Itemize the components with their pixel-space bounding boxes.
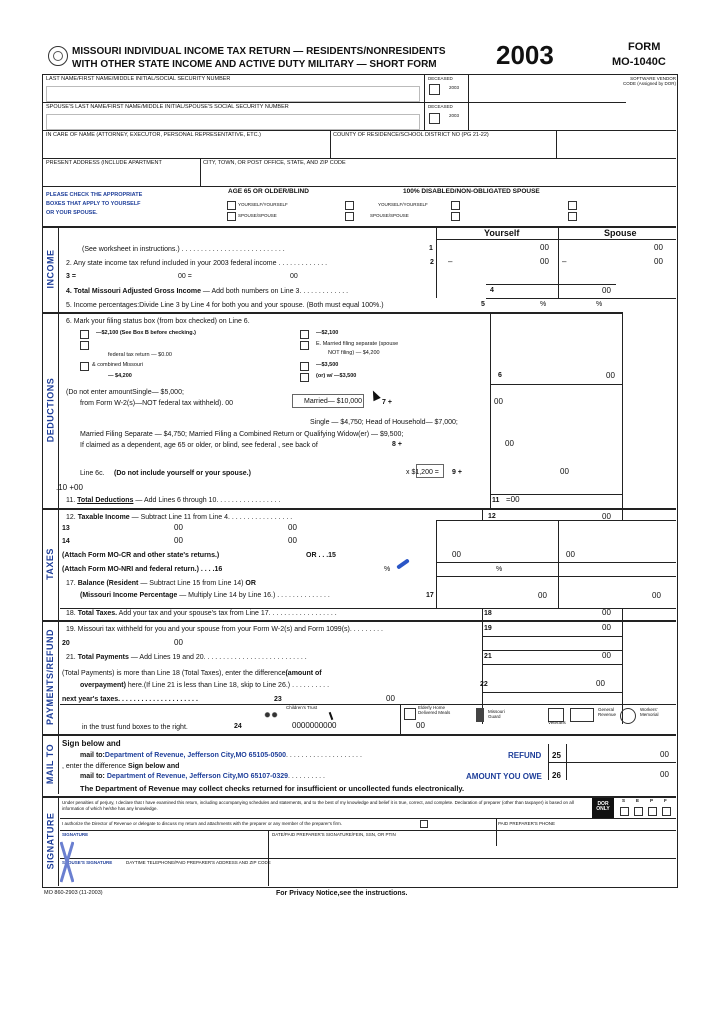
line6-cents: 00 (606, 371, 615, 380)
deceased-label: DECEASED (428, 76, 453, 81)
disabled-yourself-checkbox[interactable] (451, 201, 460, 210)
line4-text: 4. Total Missouri Adjusted Gross Income — Add both numbers on Line 3. . . . . . . . . . . . . (66, 288, 349, 295)
line12-cents: 00 (602, 512, 611, 521)
line7-cents: 00 (494, 397, 503, 406)
tax-year: 2003 (496, 40, 554, 70)
filing-status-c-checkbox[interactable] (80, 341, 89, 350)
line24-value: 0000000000 (292, 721, 337, 730)
mail-section-label: MAIL TO (42, 734, 59, 794)
line15-attach: (Attach Form MO-CR and other state's returns.) (62, 552, 220, 559)
deceased-checkbox-yourself[interactable] (429, 84, 440, 95)
deductions-section-label: DEDUCTIONS (42, 312, 59, 508)
line7-text2: from Form W-2(s)—NOT federal tax withheld). 00 (80, 400, 234, 407)
line2-yourself-cents: 00 (540, 257, 549, 266)
care-of-label: IN CARE OF NAME (ATTORNEY, EXECUTOR, PERSONAL REPRESENTATIVE, ETC.) (46, 132, 261, 138)
fund-veterans-label: Veterans (548, 720, 566, 725)
fund-guard-icon (476, 708, 484, 722)
flag-p-checkbox[interactable] (648, 807, 657, 816)
line12-text: 12. Taxable Income — Subtract Line 11 from Line 4. . . . . . . . . . . . . . . . . (66, 514, 293, 521)
deceased-year: 2003 (449, 85, 460, 90)
line21-text: 21. Total Payments — Add Lines 19 and 20. . . . . . . . . . . . . . . . . . . . . . . . . . . (66, 654, 307, 661)
penalty-statement: Under penalties of perjury, I declare that I have examined this return, including accompanying schedules and statements, and to the best of my knowledge and belief it is true, correct, and complete. Declaration of preparer (other than taxpayer) is based on all information of which he/she has any knowledge. (62, 800, 574, 812)
flag-e: E (636, 798, 640, 803)
line8-number: 8 + (392, 441, 402, 448)
line6-text: 6. Mark your filing status box (from box checked) on Line 6. (66, 318, 250, 325)
line19-text: 19. Missouri tax withheld for you and your spouse from your Form W-2(s) and Form 1099(s). . . . . . . . . (66, 626, 383, 633)
line18-cents: 00 (602, 608, 611, 617)
nonobligated-yourself-checkbox[interactable] (568, 201, 577, 210)
fund-guard-label: Missouri Guard (488, 709, 505, 719)
address-label: PRESENT ADDRESS (INCLUDE APARTMENT (46, 160, 162, 166)
fund-workers-label: Workers' Memorial (640, 707, 659, 717)
dor-only-label: DOR ONLY (596, 801, 610, 812)
line2-spouse-cents: 00 (654, 257, 663, 266)
age65-yourself-label: YOURSELF/YOURSELF (238, 202, 288, 207)
disabled-spouse-checkbox[interactable] (451, 212, 460, 221)
signature-label: SIGNATURE (62, 832, 89, 837)
line24-text: in the trust fund boxes to the right. (82, 724, 188, 731)
filing-status-d-checkbox[interactable] (80, 362, 89, 371)
line21-cents: 00 (602, 651, 611, 660)
line8-text2: Married Filing Separate — $4,750; Married Filing a Combined Return or Qualifying Widow(er) — $9,500; (80, 431, 404, 438)
line17-text2: (Missouri Income Percentage — Multiply Line 14 by Line 16.) . . . . . . . . . . . . . . (80, 592, 330, 599)
line11-value: =00 (506, 495, 520, 504)
disabled-yourself-label: YOURSELF/YOURSELF (378, 202, 428, 207)
flag-f: F (664, 798, 667, 803)
line26-cents: 00 (660, 770, 669, 779)
filing-status-e-label2: NOT filing) — $4,200 (328, 350, 380, 356)
mail-owe-1: , enter the difference Sign below and (62, 763, 180, 770)
filing-status-combined-label: & combined Missouri (92, 362, 144, 368)
taxes-section-label: TAXES (42, 508, 59, 620)
privacy-notice: For Privacy Notice,see the instructions. (276, 890, 408, 897)
blind-yourself-checkbox[interactable] (345, 201, 354, 210)
nonobligated-spouse-checkbox[interactable] (568, 212, 577, 221)
income-section-label: INCOME (42, 226, 59, 312)
filing-status-f-label: —$3,500 (316, 362, 339, 368)
filing-status-a-checkbox[interactable] (80, 330, 89, 339)
fund-children-label: Children's Trust (286, 705, 318, 710)
name-label: LAST NAME/FIRST NAME/MIDDLE INITIAL/SOCIAL SECURITY NUMBER (46, 76, 231, 82)
line21-number: 21 (484, 653, 492, 660)
collect-notice: The Department of Revenue may collect checks returned for insufficient or uncollected funds electronically. (80, 784, 465, 793)
line23-cents: 00 (386, 694, 395, 703)
line23-number: 23 (274, 696, 282, 703)
county-label: COUNTY OF RESIDENCE/SCHOOL DISTRICT NO (PG 21-22) (333, 132, 489, 138)
line19-number: 19 (484, 625, 492, 632)
line14-spouse-cents: 00 (288, 536, 297, 545)
line7-married-label: Married— $10,000 (304, 398, 362, 405)
line18-text: 18. Total Taxes. Add your tax and your spouse's tax from Line 17. . . . . . . . . . . . . . . . . . (66, 610, 337, 617)
check-instructions-2: BOXES THAT APPLY TO YOURSELF (46, 201, 141, 207)
line20-label: 20 (62, 640, 70, 647)
date-preparer-label: DATE/PAID PREPARER'S SIGNATURE/FEIN, SSN, OR PTIN (272, 832, 396, 837)
line15-yourself-cents: 00 (452, 550, 461, 559)
line3-mid: 00 = (178, 273, 192, 280)
disabled-spouse-label: SPOUSE/SPOUSE (370, 213, 409, 218)
line3-right-cents: 00 (290, 273, 298, 280)
form-id: MO 860-2903 (11-2003) (44, 890, 103, 896)
line17-text1: 17. Balance (Resident — Subtract Line 15 from Line 14) OR (66, 580, 256, 587)
yourself-column-header: Yourself (484, 228, 520, 238)
line12-number: 12 (488, 513, 496, 520)
amount-owe-label: AMOUNT YOU OWE (466, 772, 542, 781)
line22-text2: overpayment) here.(If Line 21 is less than Line 18, skip to Line 26.) . . . . . . . . . . (80, 682, 330, 689)
disabled-label: 100% DISABLED/NON-OBLIGATED SPOUSE (403, 188, 540, 195)
line1-text: (See worksheet in instructions.) . . . . . . . . . . . . . . . . . . . . . . . . . . . (82, 246, 285, 253)
line14-yourself-cents: 00 (174, 536, 183, 545)
blind-spouse-checkbox[interactable] (345, 212, 354, 221)
state-seal-inner (53, 51, 63, 61)
preparer-phone-label: PAID PREPARER'S PHONE (498, 821, 555, 826)
line11-text: 11. Total Deductions — Add Lines 6 through 10. . . . . . . . . . . . . . . . . (66, 497, 281, 504)
line8-cents: 00 (505, 439, 514, 448)
form-title-line1: MISSOURI INDIVIDUAL INCOME TAX RETURN — RESIDENTS/NONRESIDENTS (72, 46, 446, 57)
line22-text1: (Total Payments) is more than Line 18 (Total Taxes), enter the difference(amount of (62, 670, 322, 677)
age65-yourself-checkbox[interactable] (227, 201, 236, 210)
line23-text: next year's taxes. . . . . . . . . . . . . . . . . . . . . (62, 696, 198, 703)
line14-label: 14 (62, 538, 70, 545)
line24-number: 24 (234, 723, 242, 730)
flag-f-checkbox[interactable] (662, 807, 671, 816)
line16-attach: (Attach Form MO-NRI and federal return.) . . . .16 (62, 566, 223, 573)
name-input[interactable] (46, 86, 420, 102)
line15-spouse-cents: 00 (566, 550, 575, 559)
line4-number: 4 (490, 287, 494, 294)
flag-s: S (622, 798, 626, 803)
line4-cents: 00 (602, 286, 611, 295)
line16-yourself-pct: % (496, 566, 503, 573)
fund-workers-icon (620, 708, 636, 724)
line5-number: 5 (481, 301, 485, 308)
flag-s-checkbox[interactable] (620, 807, 629, 816)
line6-number: 6 (498, 372, 502, 379)
line2-number: 2 (430, 259, 434, 266)
filing-status-a-label: —$2,100 (See Box B before checking.) (96, 330, 196, 336)
filing-status-combined-amount: — $4,200 (108, 373, 132, 379)
line11-number: 11 (492, 497, 500, 504)
software-vendor-label: SOFTWARE VENDOR CODE (Assigned by DOR) (622, 76, 676, 86)
line2-spouse-minus: – (562, 257, 567, 266)
payments-section-label: PAYMENTS/REFUND (42, 620, 59, 734)
line22-number: 22 (480, 681, 488, 688)
line9-text1: Line 6c. (80, 470, 105, 477)
check-instructions-1: PLEASE CHECK THE APPROPRIATE (46, 192, 143, 198)
city-label: CITY, TOWN, OR POST OFFICE, STATE, AND ZIP CODE (203, 160, 346, 166)
line5-yourself-pct: % (540, 301, 547, 308)
spouse-deceased-year: 2003 (449, 113, 460, 118)
line9-multiplier: x $1,200 = (406, 469, 439, 476)
filing-status-g-checkbox[interactable] (300, 373, 309, 382)
line26-number: 26 (552, 771, 561, 780)
refund-label: REFUND (508, 751, 542, 760)
fund-meals-cents: 00 (416, 721, 425, 730)
line17-number: 17 (426, 592, 434, 599)
line7-number: 7 + (382, 399, 392, 406)
line8-text3: If claimed as a dependent, age 65 or older, or blind, see federal , see back of (80, 442, 318, 449)
authorize-statement: I authorize the Director of Revenue or delegate to discuss my return and attachments with the preparer or any member of the preparer's firm. (62, 821, 342, 826)
signature-x-mark-icon (60, 840, 74, 884)
line8-text1: Single — $4,750; Head of Household— $7,000; (310, 419, 458, 426)
flag-e-checkbox[interactable] (634, 807, 643, 816)
deceased-checkbox-spouse[interactable] (429, 113, 440, 124)
line7-text1: (Do not enter amountSingle— $5,000; (66, 389, 184, 396)
fund-revenue-label: General Revenue (598, 707, 617, 717)
mail-owe-2: mail to: Department of Revenue, Jefferson City,MO 65107-0329. . . . . . . . . . (80, 773, 325, 780)
spouse-name-label: SPOUSE'S LAST NAME/FIRST NAME/MIDDLE INITIAL/SPOUSE'S SOCIAL SECURITY NUMBER (46, 104, 289, 110)
filing-status-b-label: —$2,100 (316, 330, 339, 336)
check-instructions-3: OR YOUR SPOUSE. (46, 210, 98, 216)
filing-status-g-label: (or) w/ —$3,500 (316, 373, 357, 379)
fund-revenue-icon (570, 708, 594, 722)
filing-status-f-checkbox[interactable] (300, 362, 309, 371)
form-label: FORM (628, 41, 661, 53)
line3-left: 3 = (66, 273, 76, 280)
age65-spouse-label: SPOUSE/SPOUSE (238, 213, 277, 218)
line16-pct: % (384, 566, 391, 573)
line9-number: 9 + (452, 469, 462, 476)
filing-status-d-label: federal tax return — $0.00 (108, 352, 172, 358)
line20-cents: 00 (174, 638, 183, 647)
line13-spouse-cents: 00 (288, 523, 297, 532)
filing-status-e-checkbox[interactable] (300, 341, 309, 350)
line1-yourself-cents: 00 (540, 243, 549, 252)
line1-number: 1 (429, 245, 433, 252)
spouse-deceased-label: DECEASED (428, 104, 453, 109)
daytime-phone-label: DAYTIME TELEPHONE/PAID PREPARER'S ADDRESS AND ZIP CODE (126, 860, 271, 865)
fund-meals-label: Elderly Home Delivered Meals (418, 705, 451, 715)
line10-text: .10 +00 (56, 483, 83, 492)
line13-label: 13 (62, 525, 70, 532)
filing-status-b-checkbox[interactable] (300, 330, 309, 339)
line25-number: 25 (552, 751, 561, 760)
form-number: MO-1040C (612, 56, 666, 68)
line2-text: 2. Any state income tax refund included in your 2003 federal income . . . . . . . . . . . . . (66, 260, 328, 267)
authorize-checkbox[interactable] (420, 820, 428, 828)
filing-status-e-label: E. Married filing separate (spouse (316, 341, 399, 347)
spouse-name-input[interactable] (46, 114, 420, 130)
age-65-label: AGE 65 OR OLDER/BLIND (228, 188, 309, 195)
line1-spouse-cents: 00 (654, 243, 663, 252)
spouse-signature-label: SPOUSE'S SIGNATURE (62, 860, 113, 865)
line17-yourself-cents: 00 (538, 591, 547, 600)
line13-yourself-cents: 00 (174, 523, 183, 532)
line18-number: 18 (484, 610, 492, 617)
line25-cents: 00 (660, 750, 669, 759)
line2-minus: – (448, 257, 453, 266)
line15-or: OR . . .15 (306, 552, 336, 559)
age65-spouse-checkbox[interactable] (227, 212, 236, 221)
mail-refund-2: mail to:Department of Revenue, Jefferson City,MO 65105-0500. . . . . . . . . . . . . . . . . . . . (80, 752, 362, 759)
line5-spouse-pct: % (596, 301, 603, 308)
line9-cents: 00 (560, 467, 569, 476)
spouse-column-header: Spouse (604, 228, 637, 238)
line5-text: 5. Income percentages:Divide Line 3 by Line 4 for both you and your spouse. (Both must equal 100%.) (66, 302, 384, 309)
fund-children-icon (262, 710, 280, 722)
fund-meals-icon (404, 708, 416, 720)
mail-refund-1: Sign below and (62, 739, 121, 748)
flag-p: P (650, 798, 654, 803)
line9-text2: (Do not include yourself or your spouse.) (114, 470, 251, 477)
line17-spouse-cents: 00 (652, 591, 661, 600)
signature-section-label: SIGNATURE (42, 796, 59, 886)
line19-cents: 00 (602, 623, 611, 632)
line22-cents: 00 (596, 679, 605, 688)
form-title-line2: WITH OTHER STATE INCOME AND ACTIVE DUTY MILITARY — SHORT FORM (72, 59, 437, 70)
